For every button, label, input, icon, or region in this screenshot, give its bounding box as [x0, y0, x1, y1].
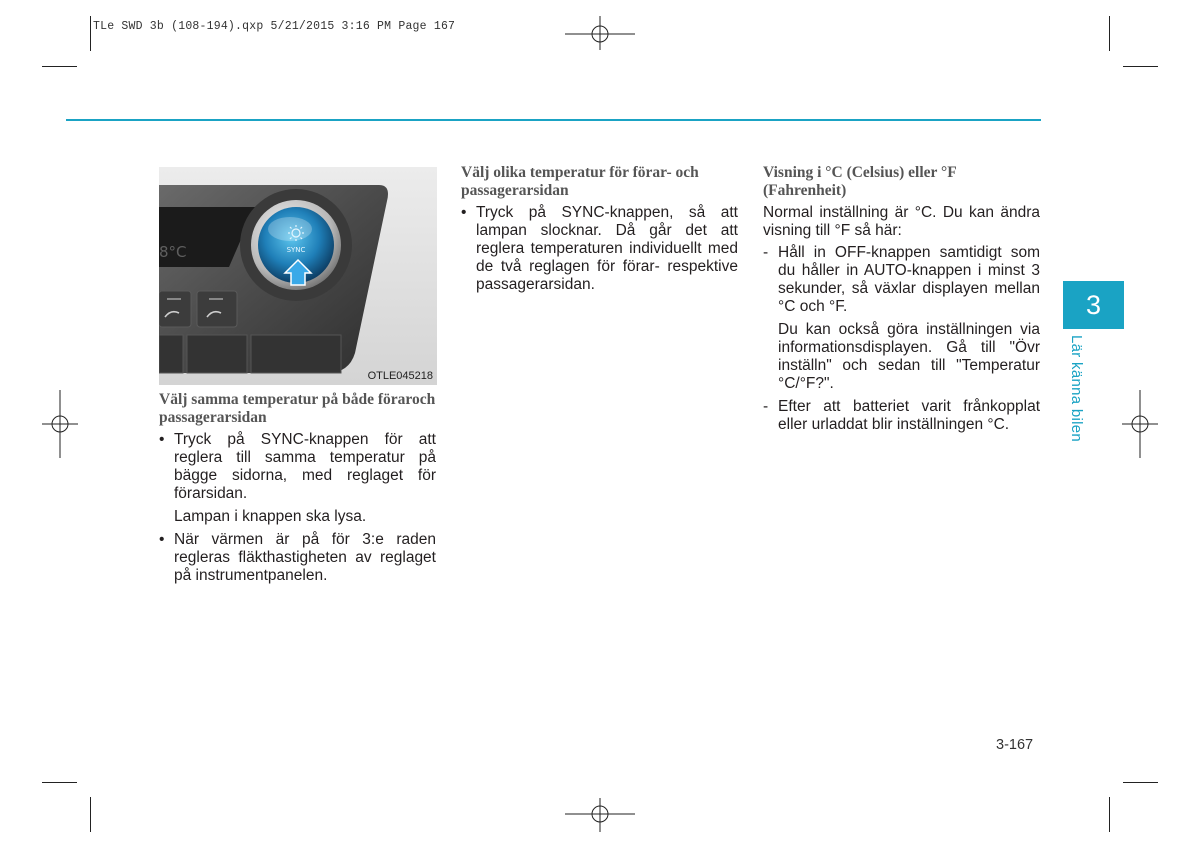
col1-heading: Välj samma temperatur på både föraroch passagerarsidan — [159, 391, 436, 426]
bullet-marker: • — [159, 431, 165, 448]
header-rule — [66, 119, 1041, 121]
climate-control-photo — [159, 167, 437, 385]
col3-dash-2: - Efter att batteriet varit frånkopplat eller urladdat blir inställningen °C. — [763, 398, 1040, 433]
col2-bullet-1: • Tryck på SYNC-knappen, så att lampan slocknar. Då går det att reglera temperaturen individuellt med de två reglagen för förar- respektive passagerarsidan. — [461, 204, 738, 293]
page-number: 3-167 — [996, 737, 1034, 753]
figure-caption: OTLE045218 — [367, 370, 433, 382]
print-slug: TLe SWD 3b (108-194).qxp 5/21/2015 3:16 PM Page 167 — [93, 20, 456, 33]
column-2 — [461, 164, 738, 294]
column-1 — [159, 391, 436, 585]
col3-note: Du kan också göra inställningen via informationsdisplayen. Gå till "Övr inställn" och sedan till "Temperatur °C/°F?". — [778, 321, 1040, 392]
dash-marker: - — [763, 244, 769, 261]
bullet-marker: • — [159, 531, 165, 548]
bullet-marker: • — [461, 204, 467, 221]
chapter-title: Lär känna bilen — [1068, 335, 1085, 443]
col1-note: Lampan i knappen ska lysa. — [174, 508, 367, 525]
display-readout: 8°C — [159, 243, 187, 261]
climate-panel-illustration — [159, 167, 437, 385]
col2-heading: Välj olika temperatur för förar- och passagerarsidan — [461, 164, 699, 199]
col3-intro: Normal inställning är °C. Du kan ändra visning till °F så här: — [763, 204, 1040, 239]
col1-bullet-1: • Tryck på SYNC-knappen för att reglera till samma temperatur på bägge sidorna, med reglaget för förarsidan. — [159, 431, 436, 502]
dash-marker: - — [763, 398, 769, 415]
col3-heading: Visning i °C (Celsius) eller °F (Fahrenheit) — [763, 164, 957, 199]
sync-label: SYNC — [286, 246, 306, 254]
chapter-tab: 3 — [1063, 281, 1124, 329]
col1-bullet-2: • När värmen är på för 3:e raden regleras fläkthastigheten av reglaget på instrumentpanelen. — [159, 531, 436, 584]
column-3 — [763, 164, 1040, 434]
col3-dash-1: - Håll in OFF-knappen samtidigt som du håller in AUTO-knappen i minst 3 sekunder, så växlar displayen mellan °C och °F. — [763, 244, 1040, 315]
